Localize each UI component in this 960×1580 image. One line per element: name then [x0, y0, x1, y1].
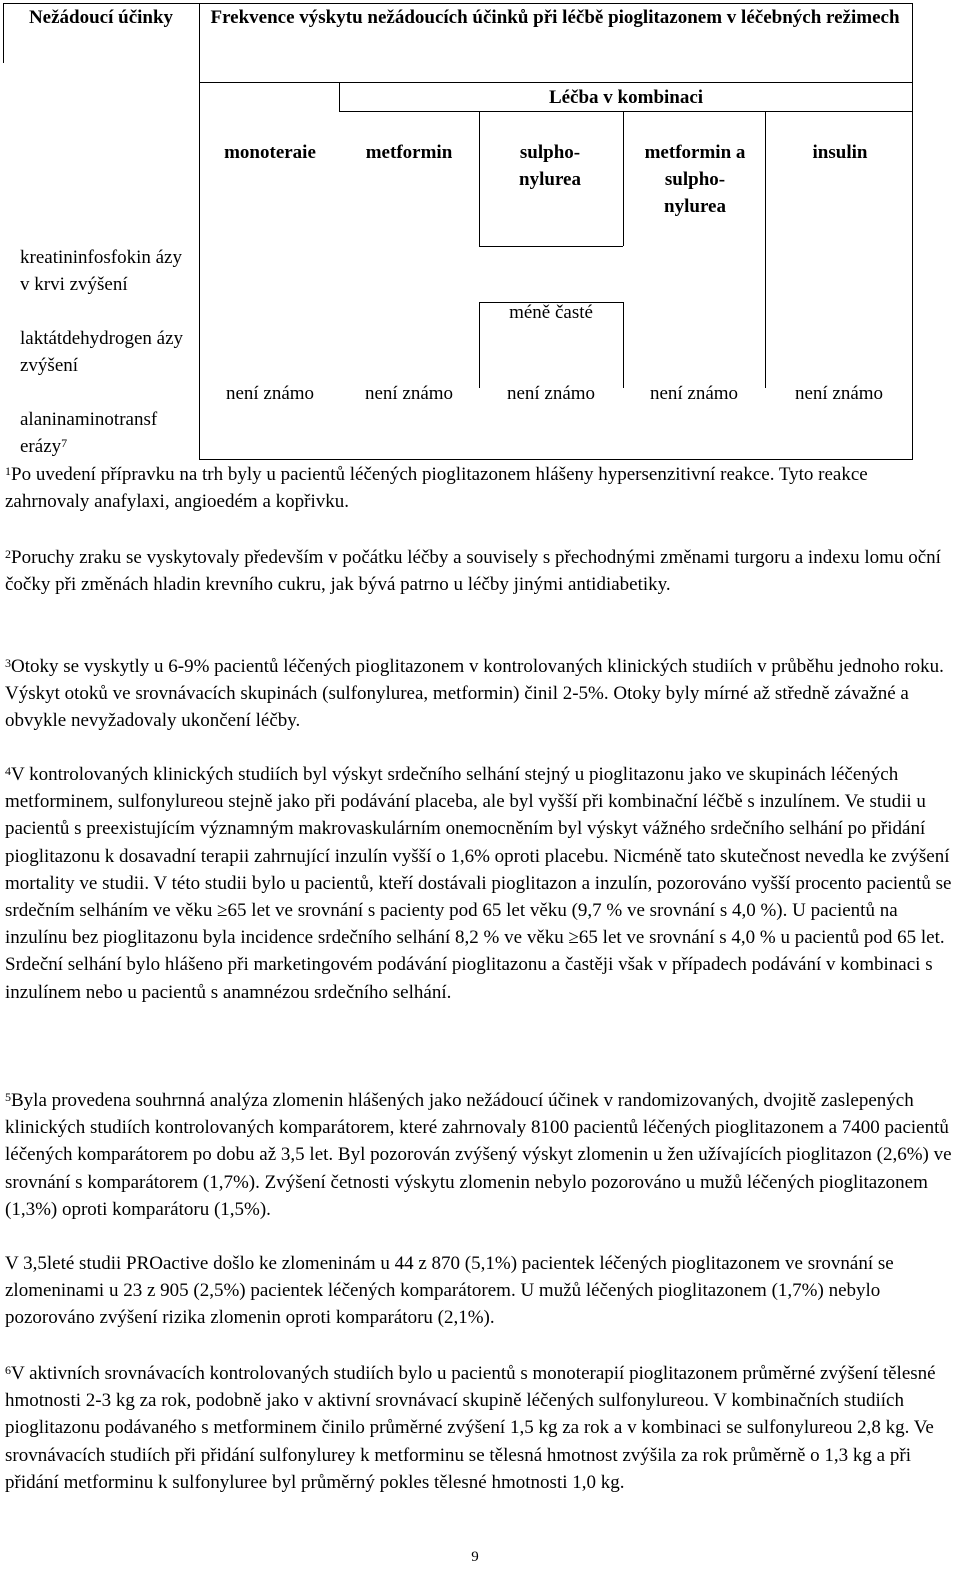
- value-ldh-sulphonylurea: méně časté: [509, 302, 593, 323]
- sulpho-cell-top: [479, 246, 623, 247]
- insulin-left-divider: [765, 111, 766, 388]
- sulpho-left-divider: [479, 111, 480, 246]
- value-alt-metformin-sulphonylurea: není známo: [649, 383, 739, 404]
- table-right-border: [912, 3, 913, 460]
- footnote-6: $^6$V aktivních srovnávacích kontrolovaných studiích bylo u pacientů s monoterapií pioglitazonem průměrné zvýšení tělesné hmotnosti 2-3 kg za rok, podobně jako v aktivní srovnávací skupině léčených sulfonylureou. V kombinačních studiích pioglitazonu podávaného s metforminem činilo průměrné zvýšení 1,5 kg za rok a v kombinaci se sulfonylureou 2,8 kg. Ve srovnávacích studiích při přidání sulfonylurey k metforminu se tělesná hmotnost zvýšila za rok průměrně o 1,3 kg a při přidání metforminu k sulfonylurее byl průměrný pokles tělesné hmotnosti 1,0 kg.: [5, 1363, 936, 1493]
- col-header-insulin: insulin: [812, 142, 868, 163]
- footnote-2: $^2$Poruchy zraku se vyskytovaly především v počátku léčby a souvisely s přechodnými změnami turgoru a indexu lomu oční čočky při změnách hladin krevního cukru, jak bývá patrno u léčby jinými antidiabetiky.: [5, 547, 941, 596]
- table-col1-divider: [199, 3, 200, 460]
- table-left-border: [3, 3, 4, 63]
- combo-header: Léčba v kombinaci: [548, 87, 704, 108]
- table-header-divider: [199, 82, 912, 83]
- footnote-4: $^4$V kontrolovaných klinických studiích byl výskyt srdečního selhání stejný u pioglitazonu jako ve skupinách léčených metforminem, sulfonylureou stejně jako při podávání placeba, ale byl vyšší při kombinační léčbě s inzulínem. Ve studii u pacientů s preexistujícím významným makrovaskulárním onemocněním byl výskyt vážného srdečního selhání po přidání pioglitazonu k dosavadní terapii zahrnující inzulín vyšší o 1,6% oproti placebu. Nicméně tato skutečnost nevedla ke zvýšení mortality ve studii. V této studii bylo u pacientů, kteří dostávali pioglitazon a inzulín, pozorováno vyšší procento pacientů se srdečním selháním ve věku ≥65 let ve srovnání s pacienty pod 65 let věku (9,7 % ve srovnání s 4,0 %). U pacientů na inzulínu bez pioglitazonu byla incidence srdečního selhání 8,2 % ve věku ≥65 let ve srovnání s 4,0 % u pacientů pod 65 let. Srdeční selhání bylo hlášeno při marketingovém podávání pioglitazonu a častěji však v případech podávání v kombinaci s inzulínem nebo u pacientů s anamnézou srdečního selhání.: [5, 764, 952, 1003]
- value-alt-metformin: není známo: [364, 383, 454, 404]
- footnote-3: $^3$Otoky se vyskytly u 6-9% pacientů léčených pioglitazonem v kontrolovaných klinických studiích v průběhu jednoho roku. Výskyt otoků ve srovnávacích skupinách (sulfonylurea, metformin) činil 2-5%. Otoky byly mírné až středně závažné a obvykle nevyžadovaly ukončení léčby.: [5, 656, 944, 732]
- col-header-metformin-sulphonylurea: metformin a sulpho- nylurea: [644, 142, 746, 217]
- header-main: Frekvence výskytu nežádoucích účinků při léčbě pioglitazonem v léčebných režimech: [210, 7, 900, 28]
- footnote-5: $^5$Byla provedena souhrnná analýza zlomenin hlášených jako nežádoucí účinek v randomizovaných, dvojitě zaslepených klinických studiích kontrolovaných komparátorem, které zahrnovaly 8100 pacientů léčených pioglitazonem a 7400 pacientů léčených komparátorem po dobu až 3,5 let. Byl pozorován zvýšený výskyt zlomenin u žen užívajících pioglitazon (2,6%) ve srovnání s komparátorem (1,7%). Zvýšení četnosti výskytu zlomenin nebylo pozorováno u mužů léčených pioglitazonem (1,3%) oproti komparátoru (1,5%).: [5, 1090, 952, 1220]
- row-label-creatine-kinase: kreatininfosfokin ázy v krvi zvýšení: [20, 247, 182, 295]
- table-bottom-border: [199, 459, 913, 460]
- footnote-1: $^1$Po uvedení přípravku na trh byly u pacientů léčených pioglitazonem hlášeny hypersenzitivní reakce. Tyto reakce zahrnovaly anafylaxi, angioedém a kopřivku.: [5, 464, 868, 513]
- row-label-alt: alaninaminotransf erázy$^7$: [20, 409, 158, 457]
- sulpho-right-divider-2: [623, 302, 624, 388]
- col-header-sulphonylurea: sulpho- nylurea: [519, 142, 581, 190]
- combo-header-divider: [339, 111, 912, 112]
- value-alt-monotherapy: není známo: [225, 383, 315, 404]
- header-col1: Nežádoucí účinky: [28, 7, 174, 28]
- sulpho-right-divider: [623, 111, 624, 246]
- page-number: 9: [471, 1549, 479, 1565]
- value-alt-sulphonylurea: není známo: [506, 383, 596, 404]
- value-alt-insulin: není známo: [794, 383, 884, 404]
- col-header-monotherapy: monoteraie: [224, 142, 316, 163]
- col-header-metformin: metformin: [365, 142, 453, 163]
- footnote-5-continued: V 3,5leté studii PROactive došlo ke zlomeninám u 44 z 870 (5,1%) pacientek léčených pioglitazonem ve srovnání se zlomeninami u 23 z 905 (2,5%) pacientek léčených komparátorem. U mužů léčených pioglitazonem (1,7%) nebylo pozorováno zvýšení rizika zlomenin oproti komparátoru (2,1%).: [5, 1253, 894, 1329]
- row-label-ldh: laktátdehydrogen ázy zvýšení: [20, 328, 184, 376]
